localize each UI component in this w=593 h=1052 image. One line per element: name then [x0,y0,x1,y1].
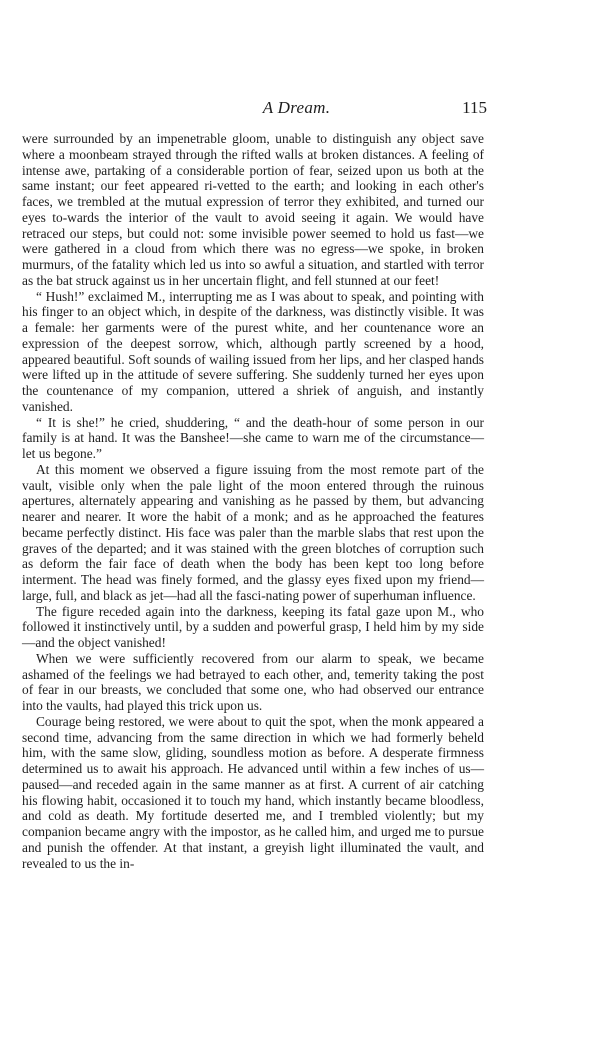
paragraph-4: At this moment we observed a figure issuing from the most remote part of the vault, visible only when the pale light of the moon entered through the ruinous apertures, alternately appearing and vanishing as he passed by them, but advancing nearer and nearer. It wore the habit of a monk; and as he approached the features became perfectly distinct. His face was paler than the marble slabs that rest upon the graves of the departed; and it was stained with the green blotches of corruption such as deform the fair face of death when the body has been kept too long before interment. The head was finely formed, and the glassy eyes fixed upon my friend—large, full, and black as jet—had all the fasci-nating power of superhuman influence. [22,461,484,603]
paragraph-1: were surrounded by an impenetrable gloom, unable to distinguish any object save where a moonbeam strayed through the rifted walls at broken distances. A feeling of intense awe, partaking of a considerable portion of fear, seized upon us both at the same instant; our feet appeared ri-vetted to the earth; and looking in each other's faces, we trembled at the mutual expression of terror they exhibited, and turned our eyes to-wards the interior of the vault to avoid seeing it again. We would have retraced our steps, but could not: some invisible power seemed to hold us fast—we were gathered in a cloud from which there was no egress—we spoke, in broken murmurs, of the fatality which led us into so awful a situation, and startled with terror as the bat struck against us in her uncertain flight, and fell stunned at our feet! [22,131,484,288]
paragraph-3: “ It is she!” he cried, shuddering, “ and the death-hour of some person in our family is at hand. It was the Banshee!—she came to warn me of the circumstance—let us begone.” [22,414,484,461]
running-title: A Dream. [262,98,331,117]
paragraph-2: “ Hush!” exclaimed M., interrupting me as I was about to speak, and pointing with his finger to an object which, in despite of the darkness, was distinctly visible. It was a female: her garments were of the purest white, and her countenance wore an expression of the deepest sorrow, which, although partly screened by a hood, appeared beautiful. Soft sounds of wailing issued from her lips, and her clasped hands were lifted up in the attitude of severe suffering. She suddenly turned her eyes upon the countenance of my companion, uttered a shriek of anguish, and instantly vanished. [22,288,484,414]
running-head [0,98,593,122]
paragraph-6: When we were sufficiently recovered from our alarm to speak, we became ashamed of the feelings we had betrayed to each other, and, temerity taking the post of fear in our breasts, we concluded that some one, who had observed our entrance into the vaults, had played this trick upon us. [22,650,484,713]
paragraph-7: Courage being restored, we were about to quit the spot, when the monk appeared a second time, advancing from the same direction in which we had formerly beheld him, with the same slow, gliding, soundless motion as before. A desperate firmness determined us to await his approach. He advanced until within a few inches of us—paused—and receded again in the same manner as at first. A current of air catching his flowing habit, occasioned it to touch my hand, which instantly became bloodless, and cold as death. My fortitude deserted me, and I trembled violently; but my companion became angry with the impostor, as he called him, and urged me to pursue and punish the offender. At that instant, a greyish light illuminated the vault, and revealed to us the in- [22,713,484,871]
body-text [22,131,484,871]
page-number: 115 [462,98,487,117]
paragraph-5: The figure receded again into the darkness, keeping its fatal gaze upon M., who followed it instinctively until, by a sudden and powerful grasp, I held him by my side—and the object vanished! [22,603,484,650]
